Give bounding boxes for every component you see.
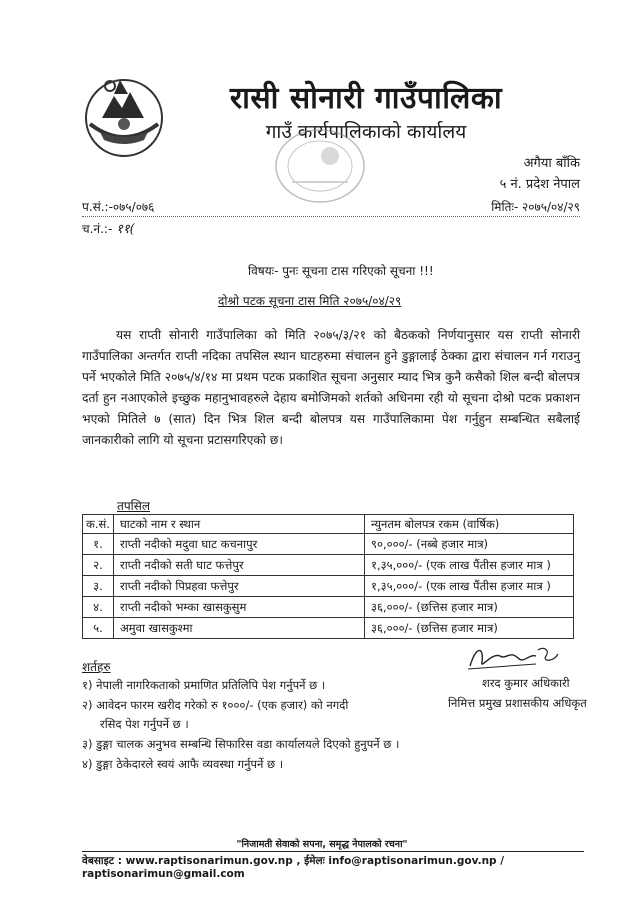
header-min-bid: न्युनतम बोलपत्र रकम (वार्षिक) xyxy=(365,515,574,534)
signatory-position: निमित्त प्रमुख प्रशासकीय अधिकृत xyxy=(448,696,587,710)
table-row xyxy=(83,534,574,555)
table-row xyxy=(83,576,574,597)
subject-line: विषयः- पुनः सूचना टास गरिएको सूचना !!! xyxy=(248,264,434,278)
header-ghat-name: घाटको नाम र स्थान xyxy=(114,515,365,534)
row-sn: ५. xyxy=(83,618,114,639)
handwritten-signature xyxy=(466,642,562,672)
row-sn: २. xyxy=(83,555,114,576)
row-sn: १. xyxy=(83,534,114,555)
table-row xyxy=(83,555,574,576)
row-ghat: राप्ती नदीको मदुवा घाट कचनापुर xyxy=(114,534,365,555)
notice-body: यस राप्ती सोनारी गाउँपालिका को मिति २०७५/३/२१ को बैठकको निर्णयानुसार यस राप्ती सोनारी गाउँपालिका अन्तर्गत राप्ती नदिका तपसिल स्थान घाटहरुमा संचालन हुने डुङ्गालाई ठेक्का द्वारा संचालन गर्न गराउनु पर्ने भएकोले मिति २०७५/४/१४ मा प्रथम पटक प्रकाशित सूचना अनुसार म्याद भित्र कुनै कसैको शिल बन्दी बोलपत्र दर्ता हुन नआएकोले इच्छुक महानुभावहरुले देहाय बमोजिमको शर्तको अधिनमा रही यो सूचना दोश्रो पटक प्रकाशन भएको मितिले ७ (सात) दिन भित्र शिल बन्दी बोलपत्र यस गाउँपालिकामा पेश गर्नुहुन सम्बन्धित सबैलाई जानकारीको लागि यो सूचना प्रटासगरिएको छ। xyxy=(82,328,580,447)
address-line-1: अगैया बाँकि xyxy=(523,156,580,171)
row-amount: ३६,०००/- (छत्तिस हजार मात्र) xyxy=(365,597,574,618)
row-sn: ३. xyxy=(83,576,114,597)
table-header-row xyxy=(83,515,574,534)
ghat-table xyxy=(82,514,574,639)
row-ghat: राप्ती नदीको सती घाट फत्तेपुर xyxy=(114,555,365,576)
header-sn: क.सं. xyxy=(83,515,114,534)
office-subtitle: गाउँ कार्यपालिकाको कार्यालय xyxy=(265,121,467,143)
footer-motto: "निजामती सेवाको सपना, समृद्ध नेपालको रचना" xyxy=(236,839,408,850)
row-ghat: राप्ती नदीको पिप्रहवा फत्तेपुर xyxy=(114,576,365,597)
patra-sankhya: प.सं.:-०७५/०७६ xyxy=(82,200,155,214)
row-ghat: राप्ती नदीको भम्का खासकुसुम xyxy=(114,597,365,618)
condition-item: २) आवेदन फारम खरीद गरेको रु १०००/- (एक हजार) को नगदी xyxy=(82,698,349,712)
chalani-value: ११( xyxy=(116,222,135,237)
chalani-label: च.नं.:- xyxy=(82,222,113,236)
row-amount: १,३५,०००/- (एक लाख पैंतीस हजार मात्र ) xyxy=(365,576,574,597)
row-sn: ४. xyxy=(83,597,114,618)
conditions-heading: शर्तहरु xyxy=(82,660,111,674)
chalani-number xyxy=(82,219,135,237)
address-line-2: ५ नं. प्रदेश नेपाल xyxy=(499,177,580,192)
second-notice-line: दोश्रो पटक सूचना टास मिति २०७५/०४/२९ xyxy=(218,294,402,308)
table-row xyxy=(83,597,574,618)
condition-item: ४) डुङ्गा ठेकेदारले स्वयं आफै व्यवस्था गर्नुपर्ने छ । xyxy=(82,757,284,771)
condition-item-continued: रसिद पेश गर्नुपर्ने छ । xyxy=(100,717,189,731)
signatory-name: शरद कुमार अधिकारी xyxy=(482,676,570,690)
footer-contact: वेबसाइट : www.raptisonarimun.gov.np , ईमेलः info@raptisonarimun.gov.np / raptisonarimun@gmail.com xyxy=(82,851,584,880)
row-amount: १,३५,०००/- (एक लाख पैंतीस हजार मात्र ) xyxy=(365,555,574,576)
reference-line xyxy=(82,196,580,217)
condition-item: ३) डुङ्गा चालक अनुभव सम्बन्धि सिफारिस वडा कार्यालयले दिएको हुनुपर्ने छ । xyxy=(82,737,400,751)
office-title: रासी सोनारी गाउँपालिका xyxy=(229,81,503,116)
letter-date: मितिः- २०७५/०४/२९ xyxy=(491,200,580,214)
row-amount: ३६,०००/- (छत्तिस हजार मात्र) xyxy=(365,618,574,639)
table-caption: तपसिल xyxy=(117,499,151,513)
row-amount: ९०,०००/- (नब्बे हजार मात्र) xyxy=(365,534,574,555)
row-ghat: अमुवा खासकुश्मा xyxy=(114,618,365,639)
condition-item: १) नेपाली नागरिकताको प्रमाणित प्रतिलिपि पेश गर्नुपर्ने छ । xyxy=(82,678,326,692)
table-row xyxy=(83,618,574,639)
office-stamp-seal xyxy=(272,126,368,206)
